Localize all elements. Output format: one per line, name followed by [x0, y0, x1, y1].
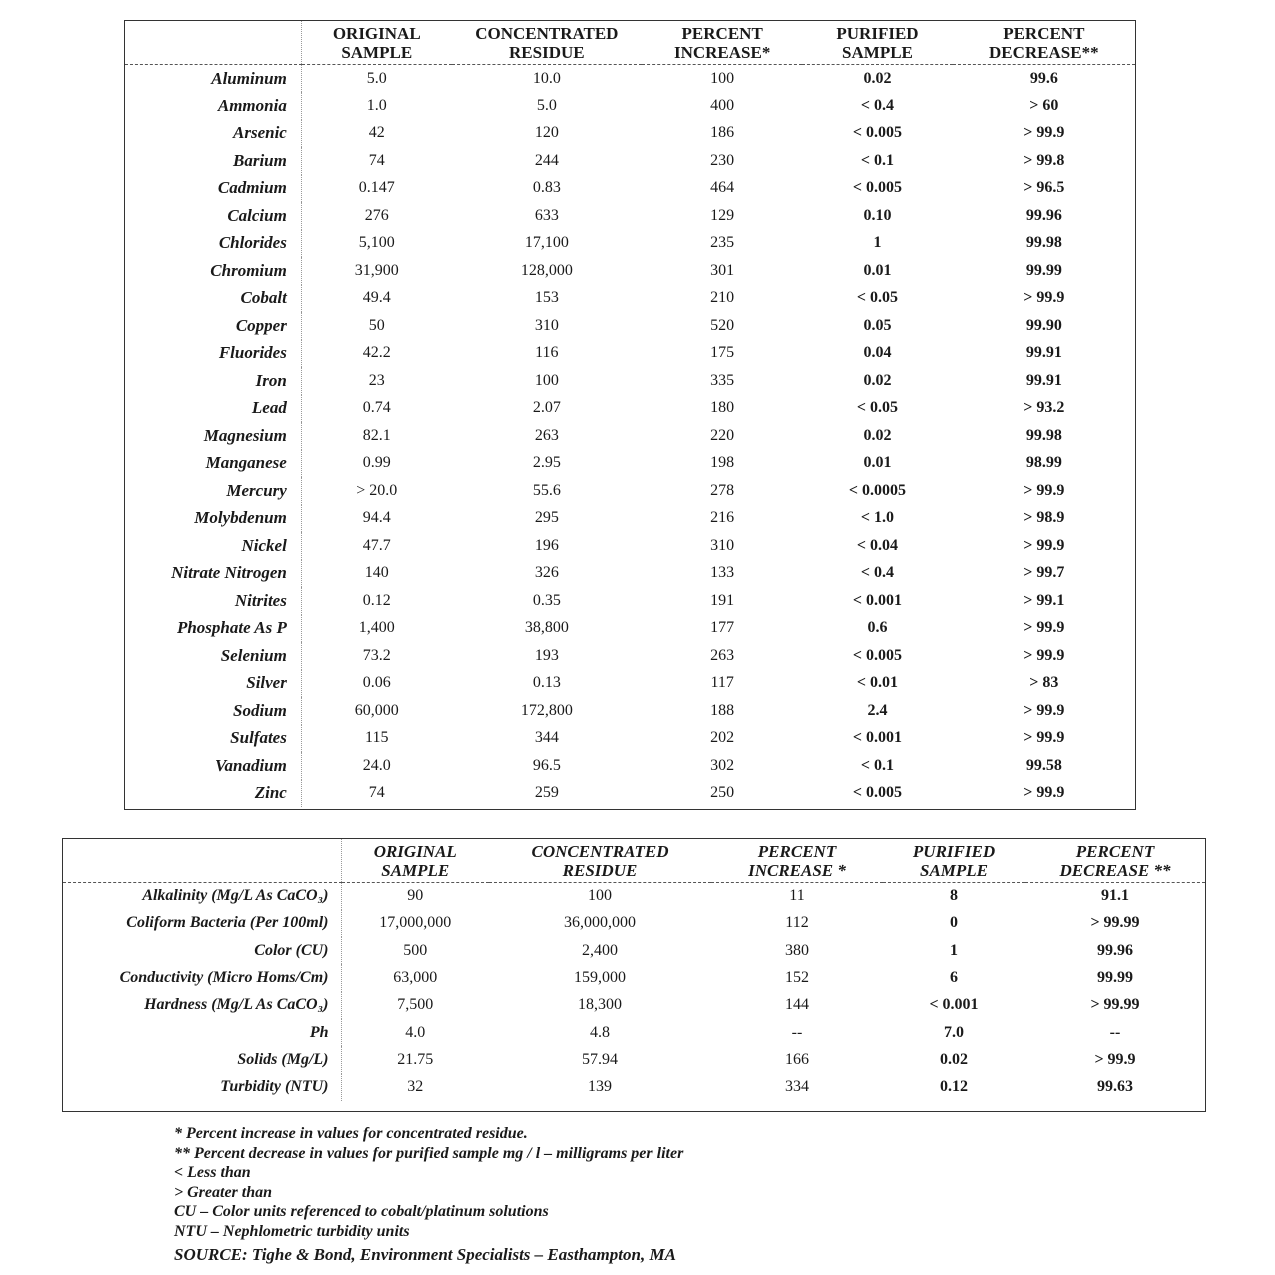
- row-label: Sulfates: [125, 725, 301, 753]
- table-row: [63, 1019, 1205, 1046]
- cell-decrease: > 96.5: [1023, 179, 1065, 197]
- cell-decrease: > 99.8: [1023, 151, 1065, 169]
- cell-increase: 263: [710, 646, 735, 664]
- cell-increase: 301: [710, 261, 735, 279]
- cell-concentrated: 18,300: [578, 996, 622, 1014]
- row-label: Alkalinity (Mg/L As CaCO₃): [63, 883, 341, 910]
- cell-original: 42: [368, 124, 385, 142]
- cell-concentrated: 153: [534, 289, 559, 307]
- cell-increase: 230: [710, 151, 735, 169]
- cell-increase: 380: [785, 941, 809, 959]
- cell-purified: 0.01: [863, 261, 892, 279]
- cell-concentrated: 116: [535, 344, 559, 362]
- cell-original: 74: [368, 151, 385, 169]
- water-quality-table-body: [63, 883, 1205, 1101]
- cell-concentrated: 326: [534, 564, 559, 582]
- cell-original: 0.74: [362, 399, 391, 417]
- row-label: Hardness (Mg/L As CaCO₃): [63, 992, 341, 1019]
- table-row: [125, 422, 1135, 450]
- footnote-greater-than: > Greater than: [174, 1183, 273, 1201]
- cell-decrease: > 83: [1029, 674, 1059, 692]
- cell-purified: 1: [950, 941, 958, 959]
- cell-increase: 186: [710, 124, 735, 142]
- cell-original: 7,500: [397, 996, 434, 1014]
- header-percent-decrease: PERCENT DECREASE**: [953, 21, 1135, 65]
- cell-purified: 0.04: [863, 344, 892, 362]
- table-row: [125, 670, 1135, 698]
- row-label: Coliform Bacteria (Per 100ml): [63, 910, 341, 937]
- cell-increase: 334: [785, 1078, 809, 1096]
- table-row: [125, 780, 1135, 808]
- cell-decrease: 99.91: [1025, 344, 1062, 362]
- row-label: Zinc: [125, 780, 301, 808]
- cell-original: 47.7: [362, 536, 391, 554]
- table-row: [125, 725, 1135, 753]
- cell-concentrated: 100: [588, 887, 612, 905]
- cell-original: 49.4: [362, 289, 391, 307]
- cell-concentrated: 310: [534, 316, 559, 334]
- cell-purified: 0.02: [863, 426, 892, 444]
- cell-original: 5,100: [358, 234, 395, 252]
- footnote-turbidity-units: NTU – Nephlometric turbidity units: [174, 1222, 410, 1240]
- header-original-sample: ORIGINAL SAMPLE: [301, 21, 451, 65]
- cell-decrease: > 99.9: [1023, 729, 1065, 747]
- cell-decrease: 98.99: [1025, 454, 1062, 472]
- cell-purified: < 0.001: [929, 996, 979, 1014]
- cell-purified: < 0.4: [860, 564, 895, 582]
- cell-original: 23: [368, 371, 385, 389]
- cell-decrease: > 99.7: [1023, 564, 1065, 582]
- cell-concentrated: 193: [534, 646, 559, 664]
- cell-concentrated: 0.83: [532, 179, 561, 197]
- cell-original: 94.4: [362, 509, 391, 527]
- cell-decrease: 99.58: [1025, 756, 1062, 774]
- table-row: [125, 587, 1135, 615]
- table-row: [63, 964, 1205, 991]
- cell-increase: 278: [710, 481, 735, 499]
- table-row: [125, 642, 1135, 670]
- row-label: Arsenic: [125, 120, 301, 148]
- cell-decrease: > 99.9: [1023, 701, 1065, 719]
- header-purified-sample: PURIFIED SAMPLE: [802, 21, 952, 65]
- table-row: [125, 395, 1135, 423]
- cell-concentrated: 344: [534, 729, 559, 747]
- cell-purified: < 0.01: [856, 674, 899, 692]
- cell-concentrated: 196: [534, 536, 559, 554]
- cell-concentrated: 244: [534, 151, 559, 169]
- cell-original: 0.06: [362, 674, 391, 692]
- row-label: Barium: [125, 147, 301, 175]
- row-label: Lead: [125, 395, 301, 423]
- table-row: [125, 450, 1135, 478]
- row-label: Conductivity (Micro Homs/Cm): [63, 964, 341, 991]
- cell-decrease: > 98.9: [1023, 509, 1065, 527]
- row-label: Phosphate As P: [125, 615, 301, 643]
- cell-concentrated: 159,000: [574, 969, 626, 987]
- row-label: Sodium: [125, 697, 301, 725]
- table-row: [125, 65, 1135, 93]
- cell-decrease: > 99.9: [1094, 1050, 1136, 1068]
- cell-concentrated: 259: [534, 784, 559, 802]
- cell-increase: 177: [710, 619, 735, 637]
- cell-increase: 112: [785, 914, 809, 932]
- cell-concentrated: 120: [534, 124, 559, 142]
- cell-purified: < 1.0: [860, 509, 895, 527]
- cell-purified: 8: [950, 887, 958, 905]
- cell-purified: < 0.1: [860, 756, 895, 774]
- cell-concentrated: 55.6: [532, 481, 561, 499]
- cell-purified: < 0.005: [852, 646, 903, 664]
- table-row: [125, 560, 1135, 588]
- cell-increase: 220: [710, 426, 735, 444]
- header-original-sample: ORIGINAL SAMPLE: [341, 839, 489, 883]
- table-row: [63, 1074, 1205, 1101]
- cell-increase: 188: [710, 701, 735, 719]
- table-row: [63, 910, 1205, 937]
- cell-decrease: --: [1109, 1023, 1121, 1041]
- cell-increase: 166: [785, 1050, 809, 1068]
- row-label: Ph: [63, 1019, 341, 1046]
- cell-purified: 0.02: [940, 1050, 968, 1068]
- cell-purified: < 0.005: [852, 179, 903, 197]
- table-row: [125, 285, 1135, 313]
- cell-concentrated: 2,400: [582, 941, 618, 959]
- row-label: Aluminum: [125, 65, 301, 93]
- cell-original: 276: [364, 206, 389, 224]
- table-row: [125, 505, 1135, 533]
- table-row: [125, 340, 1135, 368]
- cell-original: 74: [368, 784, 385, 802]
- table-row: [63, 937, 1205, 964]
- cell-purified: 0.05: [863, 316, 892, 334]
- row-label: Solids (Mg/L): [63, 1046, 341, 1073]
- table-row: [63, 992, 1205, 1019]
- cell-increase: 464: [710, 179, 735, 197]
- cell-original: 500: [403, 941, 428, 959]
- cell-purified: 0.10: [863, 206, 892, 224]
- row-label: Copper: [125, 312, 301, 340]
- header-blank: [63, 839, 341, 883]
- cell-increase: 117: [710, 674, 734, 692]
- cell-decrease: > 99.9: [1023, 289, 1065, 307]
- cell-increase: 11: [789, 887, 805, 905]
- cell-original: 50: [368, 316, 385, 334]
- row-label: Chromium: [125, 257, 301, 285]
- cell-purified: < 0.4: [860, 96, 895, 114]
- header-row: [125, 21, 1135, 65]
- cell-increase: 302: [710, 756, 735, 774]
- cell-increase: 310: [710, 536, 735, 554]
- cell-increase: 520: [710, 316, 735, 334]
- table-row: [125, 202, 1135, 230]
- cell-increase: 250: [710, 784, 735, 802]
- table-row: [125, 175, 1135, 203]
- row-label: Cadmium: [125, 175, 301, 203]
- cell-decrease: 99.96: [1097, 941, 1133, 959]
- cell-concentrated: 57.94: [582, 1050, 618, 1068]
- cell-decrease: > 99.9: [1023, 619, 1065, 637]
- cell-purified: < 0.001: [852, 591, 903, 609]
- cell-decrease: 99.99: [1097, 969, 1133, 987]
- cell-concentrated: 633: [534, 206, 559, 224]
- table-row: [63, 1046, 1205, 1073]
- cell-decrease: > 99.99: [1090, 914, 1140, 932]
- cell-decrease: 99.98: [1025, 426, 1062, 444]
- row-label: Nitrate Nitrogen: [125, 560, 301, 588]
- cell-increase: 175: [710, 344, 735, 362]
- cell-decrease: > 99.9: [1023, 646, 1065, 664]
- table-row: [125, 367, 1135, 395]
- cell-purified: 0.01: [863, 454, 892, 472]
- table-row: [125, 92, 1135, 120]
- cell-concentrated: 139: [588, 1078, 612, 1096]
- row-label: Turbidity (NTU): [63, 1074, 341, 1101]
- cell-decrease: 91.1: [1101, 887, 1129, 905]
- cell-purified: 1: [873, 234, 882, 252]
- cell-increase: 198: [710, 454, 735, 472]
- cell-concentrated: 96.5: [532, 756, 561, 774]
- cell-decrease: 99.90: [1025, 316, 1062, 334]
- row-label: Nitrites: [125, 587, 301, 615]
- cell-increase: 202: [710, 729, 735, 747]
- cell-decrease: > 99.9: [1023, 124, 1065, 142]
- cell-decrease: 99.96: [1025, 206, 1062, 224]
- metals-analysis-table: [124, 20, 1136, 810]
- cell-increase: 191: [710, 591, 735, 609]
- header-purified-sample: PURIFIED SAMPLE: [883, 839, 1025, 883]
- cell-original: 4.0: [405, 1023, 426, 1041]
- cell-concentrated: 0.35: [532, 591, 561, 609]
- cell-concentrated: 36,000,000: [564, 914, 636, 932]
- cell-original: 0.147: [358, 179, 395, 197]
- row-label: Vanadium: [125, 752, 301, 780]
- row-label: Fluorides: [125, 340, 301, 368]
- cell-purified: < 0.005: [852, 784, 903, 802]
- cell-concentrated: 2.95: [532, 454, 561, 472]
- cell-decrease: 99.99: [1025, 261, 1062, 279]
- footnote-color-units: CU – Color units referenced to cobalt/platinum solutions: [174, 1203, 549, 1220]
- cell-original: 21.75: [397, 1050, 434, 1068]
- cell-purified: 0.02: [863, 69, 892, 87]
- cell-purified: 0.12: [940, 1078, 968, 1096]
- cell-decrease: > 99.9: [1023, 784, 1065, 802]
- cell-increase: 129: [710, 206, 735, 224]
- cell-decrease: > 99.9: [1023, 481, 1065, 499]
- cell-original: 0.12: [362, 591, 391, 609]
- row-label: Color (CU): [63, 937, 341, 964]
- header-blank: [125, 21, 301, 65]
- cell-increase: 144: [785, 996, 809, 1014]
- footnote-less-than: < Less than: [174, 1164, 251, 1181]
- cell-purified: 2.4: [867, 701, 888, 719]
- cell-concentrated: 38,800: [524, 619, 569, 637]
- row-label: Molybdenum: [125, 505, 301, 533]
- cell-concentrated: 17,100: [524, 234, 569, 252]
- cell-original: 1.0: [366, 96, 387, 114]
- header-concentrated-residue: CONCENTRATED RESIDUE: [489, 839, 711, 883]
- cell-purified: 0.6: [867, 619, 888, 637]
- table-row: [125, 752, 1135, 780]
- cell-original: 5.0: [366, 69, 387, 87]
- header-percent-increase: PERCENT INCREASE*: [642, 21, 802, 65]
- cell-original: 63,000: [393, 969, 438, 987]
- cell-original: 0.99: [362, 454, 391, 472]
- cell-original: 90: [407, 887, 424, 905]
- cell-original: > 20.0: [356, 481, 398, 499]
- cell-decrease: 99.91: [1025, 371, 1062, 389]
- cell-original: 17,000,000: [379, 914, 452, 932]
- cell-purified: 7.0: [944, 1023, 964, 1041]
- cell-increase: 180: [710, 399, 735, 417]
- cell-purified: 0: [950, 914, 958, 932]
- cell-increase: 133: [710, 564, 735, 582]
- cell-decrease: 99.6: [1029, 69, 1058, 87]
- cell-increase: 152: [785, 969, 809, 987]
- footnote-percent-increase: * Percent increase in values for concentrated residue.: [174, 1125, 528, 1142]
- header-row: [63, 839, 1205, 883]
- table-row: [63, 883, 1205, 910]
- footnotes: [174, 1124, 874, 1265]
- cell-concentrated: 295: [534, 509, 559, 527]
- cell-concentrated: 2.07: [532, 399, 561, 417]
- cell-original: 140: [364, 564, 389, 582]
- cell-purified: < 0.0005: [848, 481, 907, 499]
- cell-original: 73.2: [362, 646, 391, 664]
- metals-table-body: [125, 65, 1135, 808]
- cell-purified: 6: [950, 969, 958, 987]
- cell-decrease: > 99.99: [1090, 996, 1140, 1014]
- table-row: [125, 257, 1135, 285]
- row-label: Manganese: [125, 450, 301, 478]
- cell-concentrated: 10.0: [532, 69, 561, 87]
- source-citation: SOURCE: Tighe & Bond, Environment Specialists – Easthampton, MA: [174, 1245, 676, 1264]
- water-quality-table: [62, 838, 1206, 1112]
- cell-purified: < 0.1: [860, 151, 895, 169]
- cell-increase: 400: [710, 96, 735, 114]
- cell-concentrated: 128,000: [520, 261, 573, 279]
- row-label: Magnesium: [125, 422, 301, 450]
- cell-original: 24.0: [362, 756, 391, 774]
- cell-purified: < 0.05: [856, 399, 899, 417]
- cell-original: 42.2: [362, 344, 391, 362]
- cell-increase: 210: [710, 289, 735, 307]
- table-row: [125, 532, 1135, 560]
- cell-decrease: > 99.9: [1023, 536, 1065, 554]
- footnote-percent-decrease: ** Percent decrease in values for purified sample mg / l – milligrams per liter: [174, 1144, 684, 1162]
- cell-concentrated: 100: [534, 371, 559, 389]
- row-label: Mercury: [125, 477, 301, 505]
- table-row: [125, 147, 1135, 175]
- table-row: [125, 312, 1135, 340]
- cell-purified: < 0.005: [852, 124, 903, 142]
- row-label: Ammonia: [125, 92, 301, 120]
- cell-concentrated: 4.8: [590, 1023, 610, 1041]
- table-row: [125, 120, 1135, 148]
- header-concentrated-residue: CONCENTRATED RESIDUE: [452, 21, 642, 65]
- row-label: Nickel: [125, 532, 301, 560]
- header-percent-decrease: PERCENT DECREASE **: [1025, 839, 1205, 883]
- cell-concentrated: 263: [534, 426, 559, 444]
- cell-increase: 235: [710, 234, 735, 252]
- cell-original: 31,900: [354, 261, 399, 279]
- cell-purified: < 0.001: [852, 729, 903, 747]
- cell-decrease: > 60: [1029, 96, 1059, 114]
- cell-increase: 216: [710, 509, 735, 527]
- cell-increase: --: [791, 1023, 803, 1041]
- header-percent-increase: PERCENT INCREASE *: [711, 839, 883, 883]
- cell-decrease: 99.63: [1097, 1078, 1133, 1096]
- row-label: Iron: [125, 367, 301, 395]
- cell-original: 60,000: [354, 701, 399, 719]
- cell-purified: < 0.04: [856, 536, 899, 554]
- cell-concentrated: 172,800: [520, 701, 573, 719]
- row-label: Selenium: [125, 642, 301, 670]
- cell-concentrated: 0.13: [532, 674, 561, 692]
- row-label: Silver: [125, 670, 301, 698]
- table-row: [125, 477, 1135, 505]
- cell-concentrated: 5.0: [536, 96, 557, 114]
- row-label: Calcium: [125, 202, 301, 230]
- cell-purified: 0.02: [863, 371, 892, 389]
- cell-original: 1,400: [358, 619, 395, 637]
- cell-original: 82.1: [362, 426, 391, 444]
- cell-increase: 335: [710, 371, 735, 389]
- cell-decrease: > 93.2: [1023, 399, 1065, 417]
- row-label: Cobalt: [125, 285, 301, 313]
- cell-decrease: 99.98: [1025, 234, 1062, 252]
- cell-increase: 100: [710, 69, 735, 87]
- cell-original: 32: [407, 1078, 424, 1096]
- table-row: [125, 697, 1135, 725]
- cell-purified: < 0.05: [856, 289, 899, 307]
- table-row: [125, 615, 1135, 643]
- cell-decrease: > 99.1: [1023, 591, 1065, 609]
- cell-original: 115: [365, 729, 389, 747]
- table-row: [125, 230, 1135, 258]
- row-label: Chlorides: [125, 230, 301, 258]
